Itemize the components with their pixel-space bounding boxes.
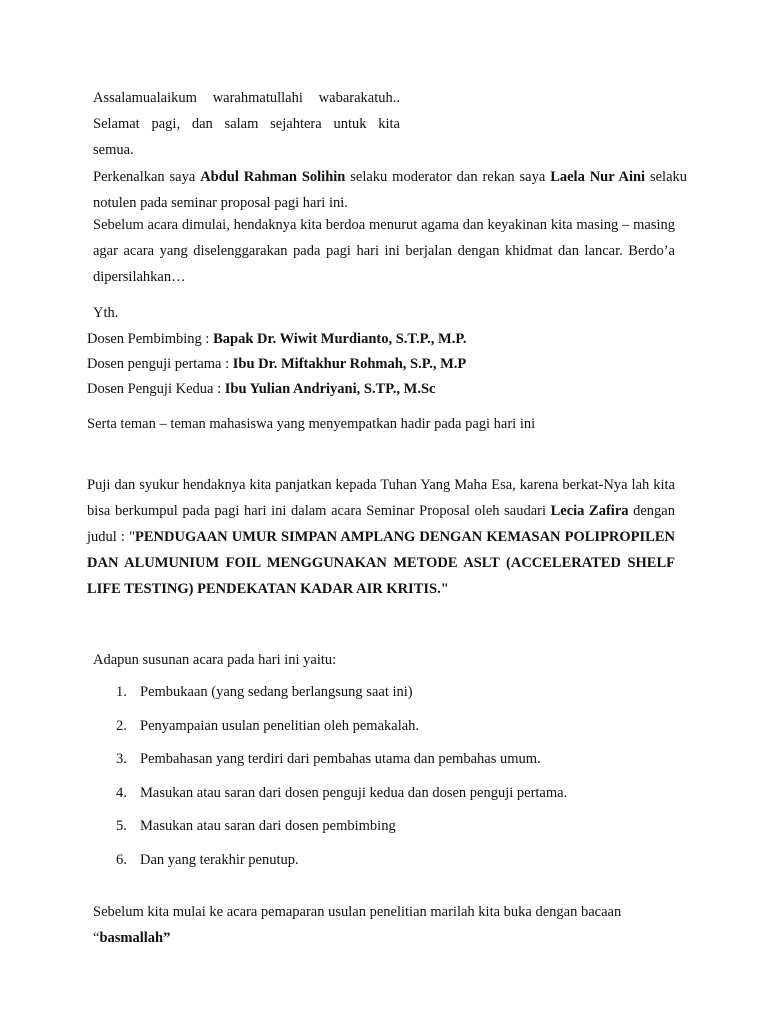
agenda-item-number: 6. xyxy=(116,852,127,868)
agenda-item-text: Pembahasan yang terdiri dari pembahas utama dan pembahas umum. xyxy=(140,751,541,767)
agenda-item-number: 4. xyxy=(116,785,127,801)
agenda-item-number: 1. xyxy=(116,684,127,700)
introduction-paragraph xyxy=(93,164,687,216)
notulen-name: Laela Nur Aini xyxy=(550,169,646,185)
introduction-pre: Perkenalkan saya xyxy=(93,169,201,185)
closing-line: Sebelum kita mulai ke acara pemaparan usulan penelitian marilah kita buka dengan bacaan xyxy=(93,904,622,920)
greeting-line-2: Selamat pagi, dan salam sejahtera untuk kita xyxy=(93,116,400,132)
prayer-paragraph: Sebelum acara dimulai, hendaknya kita berdoa menurut agama dan keyakinan kita masing – masing agar acara yang diselenggarakan pada pagi hari ini berjalan dengan khidmat dan lancar. Berdo’a dipersilahkan… xyxy=(93,217,675,285)
agenda-item-text: Masukan atau saran dari dosen penguji kedua dan dosen penguji pertama. xyxy=(140,785,568,801)
presenter-name: Lecia Zafira xyxy=(550,503,629,519)
pembimbing-line xyxy=(87,329,466,349)
agenda-item-text: Pembukaan (yang sedang berlangsung saat ini) xyxy=(140,684,413,700)
penguji1-line xyxy=(87,354,466,374)
greeting-line-1: Assalamualaikum warahmatullahi wabarakatuh.. xyxy=(93,90,400,106)
penguji1-label: Dosen penguji pertama : xyxy=(87,356,233,372)
gratitude-mid: dengan judul : " xyxy=(87,503,675,545)
agenda-item-number: 2. xyxy=(116,718,127,734)
agenda-item-text: Penyampaian usulan penelitian oleh pemakalah. xyxy=(140,718,420,734)
agenda-item-text: Masukan atau saran dari dosen pembimbing xyxy=(140,818,396,834)
agenda-item-number: 5. xyxy=(116,818,127,834)
seminar-title: PENDUGAAN UMUR SIMPAN AMPLANG DENGAN KEMASAN POLIPROPILEN DAN ALUMUNIUM FOIL MENGGUNAKAN METODE ASLT (ACCELERATED SHELF LIFE TESTING) PENDEKATAN KADAR AIR KRITIS." xyxy=(87,529,675,597)
gratitude-pre: Puji dan syukur hendaknya kita panjatkan kepada Tuhan Yang Maha Esa, karena berkat-Nya lah kita bisa berkumpul pada pagi hari ini dalam acara Seminar Proposal oleh saudari xyxy=(87,477,675,519)
closing-open-quote: “ xyxy=(93,930,100,946)
agenda-heading: Adapun susunan acara pada hari ini yaitu: xyxy=(93,652,337,668)
moderator-name: Abdul Rahman Solihin xyxy=(200,169,346,185)
gratitude-paragraph xyxy=(87,472,675,602)
introduction-mid: selaku moderator dan rekan saya xyxy=(345,169,551,185)
greeting-block xyxy=(93,85,400,163)
closing-basmallah xyxy=(93,928,170,948)
pembimbing-label: Dosen Pembimbing : xyxy=(87,331,214,347)
agenda-item-number: 3. xyxy=(116,751,127,767)
pembimbing-name: Bapak Dr. Wiwit Murdianto, S.T.P., M.P. xyxy=(213,331,467,347)
penguji2-label: Dosen Penguji Kedua : xyxy=(87,381,225,397)
penguji2-line xyxy=(87,379,435,399)
introduction-post: selaku notulen pada seminar proposal pagi hari ini. xyxy=(93,169,688,211)
penguji1-name: Ibu Dr. Miftakhur Rohmah, S.P., M.P xyxy=(232,356,467,372)
yth-label: Yth. xyxy=(93,305,119,321)
greeting-line-3: semua. xyxy=(93,142,134,158)
basmallah-word: basmallah” xyxy=(99,930,171,946)
agenda-item-text: Dan yang terakhir penutup. xyxy=(140,852,299,868)
penguji2-name: Ibu Yulian Andriyani, S.TP., M.Sc xyxy=(224,381,436,397)
friends-line: Serta teman – teman mahasiswa yang menyempatkan hadir pada pagi hari ini xyxy=(87,416,536,432)
